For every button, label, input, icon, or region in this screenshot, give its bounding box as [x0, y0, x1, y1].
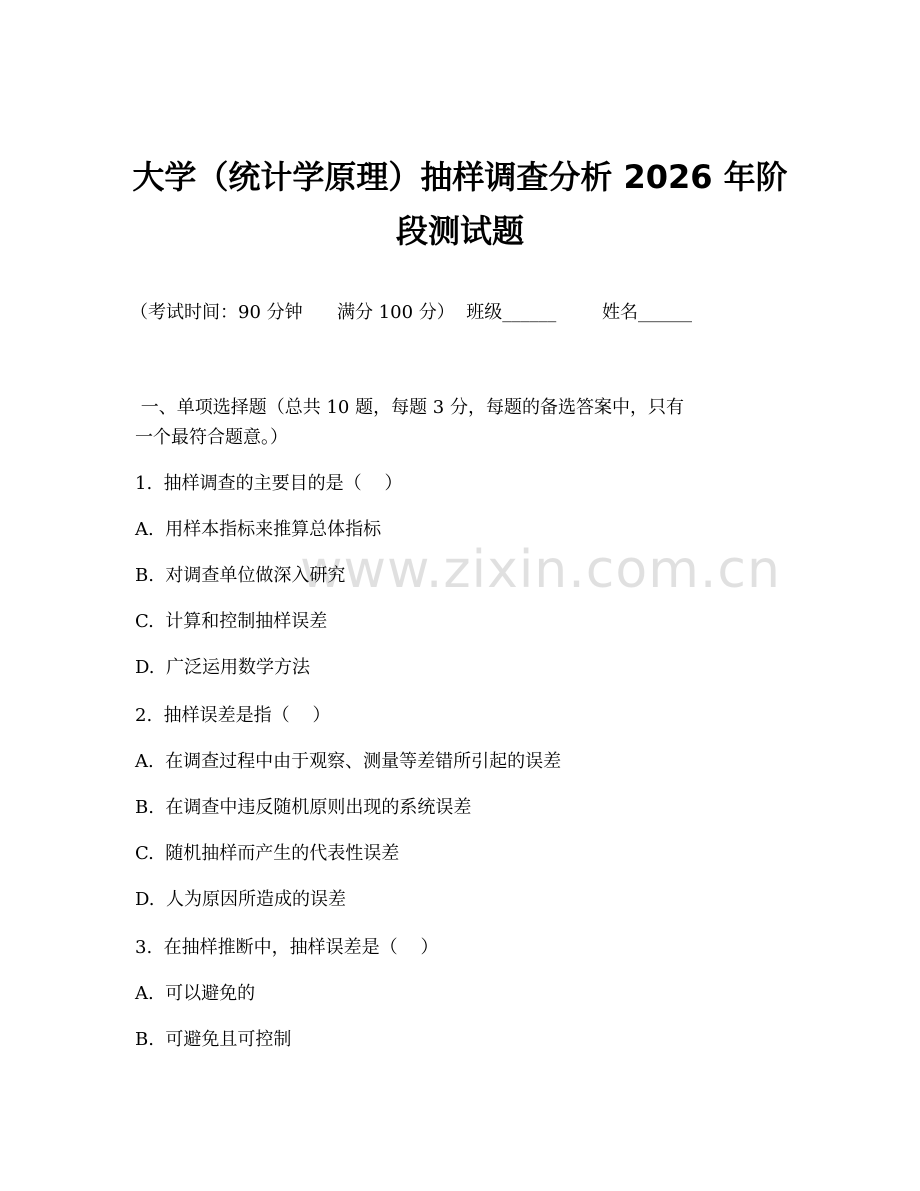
option-line: A. 在调查过程中由于观察、测量等差错所引起的误差: [135, 751, 562, 772]
option-line: B. 在调查中违反随机原则出现的系统误差: [135, 797, 472, 818]
document-title: [120, 150, 800, 258]
section-heading-line-1: 一、单项选择题（总共 10 题，每题 3 分，每题的备选答案中，只有: [135, 397, 684, 418]
option-line: B. 可避免且可控制: [135, 1029, 292, 1050]
exam-info: （考试时间：90 分钟 满分 100 分） 班级______ 姓名______: [130, 302, 692, 323]
question-2: 2. 抽样误差是指（ ）: [135, 705, 331, 726]
option-line: C. 随机抽样而产生的代表性误差: [135, 843, 400, 864]
option-line: A. 可以避免的: [135, 983, 256, 1004]
watermark: www.zixin.com.cn: [300, 540, 781, 600]
question-1: 1. 抽样调查的主要目的是（ ）: [135, 473, 403, 494]
option-line: D. 广泛运用数学方法: [135, 657, 310, 678]
question-3: 3. 在抽样推断中，抽样误差是（ ）: [135, 937, 439, 958]
option-line: C. 计算和控制抽样误差: [135, 611, 328, 632]
option-line: A. 用样本指标来推算总体指标: [135, 519, 382, 540]
title-line-2: 段测试题: [395, 212, 524, 250]
title-line-1: 大学（统计学原理）抽样调查分析 2026 年阶: [132, 158, 788, 196]
option-line: D. 人为原因所造成的误差: [135, 889, 346, 910]
section-heading-line-2: 一个最符合题意。）: [135, 427, 288, 448]
option-line: B. 对调查单位做深入研究: [135, 565, 346, 586]
